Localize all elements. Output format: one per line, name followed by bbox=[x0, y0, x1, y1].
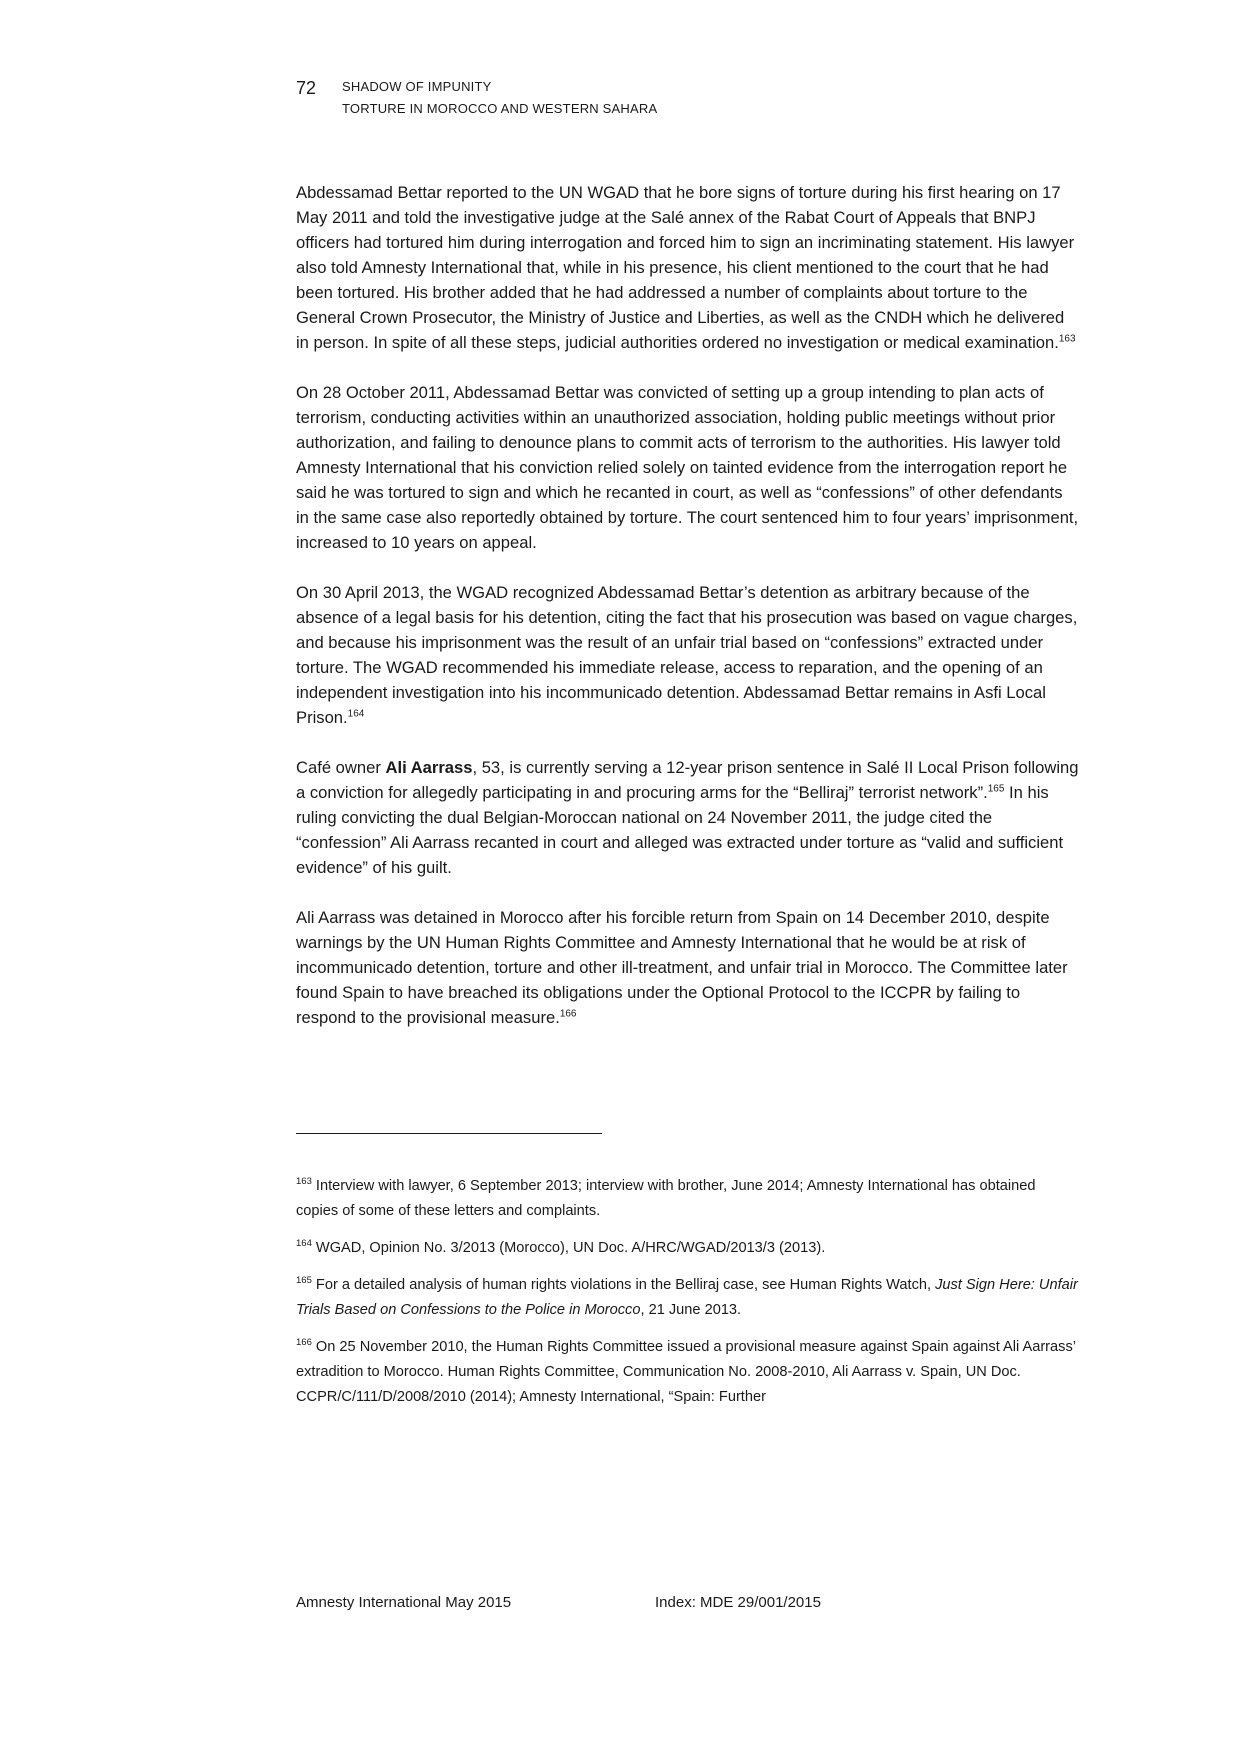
paragraph-4 bbox=[296, 755, 1080, 880]
footnote-text: Interview with lawyer, 6 September 2013; interview with brother, June 2014; Amnesty International has obtained copies of some of these letters and complaints. bbox=[296, 1178, 1036, 1219]
header-title-line-2: TORTURE IN MOROCCO AND WESTERN SAHARA bbox=[342, 101, 658, 116]
footer-index: Index: MDE 29/001/2015 bbox=[655, 1594, 821, 1611]
footnote-ref-166[interactable]: 166 bbox=[559, 1008, 577, 1020]
footnote-164 bbox=[296, 1236, 1080, 1261]
paragraph-text: Ali Aarrass was detained in Morocco after his forcible return from Spain on 14 December 2010, despite warnings by the UN Human Rights Committee and Amnesty International that he would be at risk of incommunicado detention, torture and other ill-treatment, and unfair trial in Morocco. The Committee later found Spain to have breached its obligations under the Optional Protocol to the ICCPR by failing to respond to the provisional measure. bbox=[296, 908, 1068, 1027]
footnote-165 bbox=[296, 1273, 1080, 1323]
header-title-line-1: SHADOW OF IMPUNITY bbox=[342, 79, 492, 94]
page-number: 72 bbox=[296, 78, 317, 98]
footnote-number: 164 bbox=[296, 1238, 312, 1250]
paragraph-text: Abdessamad Bettar reported to the UN WGAD that he bore signs of torture during his first hearing on 17 May 2011 and told the investigative judge at the Salé annex of the Rabat Court of Appeals that BNPJ officers had tortured him during interrogation and forced him to sign an incriminating statement. His lawyer also told Amnesty International that, while in his presence, his client mentioned to the court that he had been tortured. His brother added that he had addressed a number of complaints about torture to the General Crown Prosecutor, the Ministry of Justice and Liberties, as well as the CNDH which he delivered in person. In spite of all these steps, judicial authorities ordered no investigation or medical examination. bbox=[296, 183, 1075, 352]
paragraph-text: , 53, is currently serving a 12-year prison sentence in Salé II Local Prison following a conviction for allegedly participating in and procuring arms for the “Belliraj” terrorist network”. bbox=[296, 758, 1079, 802]
paragraph-text: On 28 October 2011, Abdessamad Bettar was convicted of setting up a group intending to plan acts of terrorism, conducting activities within an unauthorized association, holding public meetings without prior authorization, and failing to denounce plans to commit acts of terrorism to the authorities. His lawyer told Amnesty International that his conviction relied solely on tainted evidence from the interrogation report he said he was tortured to sign and which he recanted in court, as well as “confessions” of other defendants in the same case also reportedly obtained by torture. The court sentenced him to four years’ imprisonment, increased to 10 years on appeal. bbox=[296, 383, 1079, 552]
footnote-163 bbox=[296, 1174, 1080, 1224]
paragraph-5 bbox=[296, 905, 1080, 1030]
paragraph-text: On 30 April 2013, the WGAD recognized Abdessamad Bettar’s detention as arbitrary because of the absence of a legal basis for his detention, citing the fact that his prosecution was based on vague charges, and because his imprisonment was the result of an unfair trial based on “confessions” extracted under torture. The WGAD recommended his immediate release, access to reparation, and the opening of an independent investigation into his incommunicado detention. Abdessamad Bettar remains in Asfi Local Prison. bbox=[296, 583, 1078, 727]
footnote-text-end: , 21 June 2013. bbox=[640, 1302, 742, 1318]
footnote-italic-title: Just Sign Here: Unfair Trials Based on Confessions to the Police in Morocco bbox=[296, 1277, 1078, 1318]
person-name-bold: Ali Aarrass bbox=[385, 758, 473, 777]
footnote-ref-163[interactable]: 163 bbox=[1058, 333, 1076, 345]
footnote-text: For a detailed analysis of human rights violations in the Belliraj case, see Human Rights Watch, bbox=[311, 1277, 936, 1293]
footnote-166 bbox=[296, 1335, 1080, 1410]
footnote-text: WGAD, Opinion No. 3/2013 (Morocco), UN Doc. A/HRC/WGAD/2013/3 (2013). bbox=[311, 1240, 826, 1256]
footer-publisher: Amnesty International May 2015 bbox=[296, 1594, 512, 1611]
header-title bbox=[342, 76, 657, 120]
footnote-text: On 25 November 2010, the Human Rights Committee issued a provisional measure against Spain against Ali Aarrass’ extradition to Morocco. Human Rights Committee, Communication No. 2008-2010, Ali Aarrass v. Spain, UN Doc. CCPR/C/111/D/2008/2010 (2014); Amnesty International, “Spain: Further bbox=[296, 1339, 1076, 1405]
paragraph-2 bbox=[296, 380, 1080, 555]
paragraph-3 bbox=[296, 580, 1080, 730]
footnotes bbox=[296, 1174, 1080, 1422]
paragraph-lead: Café owner bbox=[296, 758, 386, 777]
paragraph-text-continued: In his ruling convicting the dual Belgian-Moroccan national on 24 November 2011, the judge cited the “confession” Ali Aarrass recanted in court and alleged was extracted under torture as “valid and sufficient evidence” of his guilt. bbox=[296, 783, 1064, 877]
footnote-divider bbox=[296, 1133, 602, 1134]
footnote-ref-165[interactable]: 165 bbox=[987, 783, 1005, 795]
footnote-number: 165 bbox=[296, 1275, 312, 1287]
footnote-number: 163 bbox=[296, 1176, 312, 1188]
paragraph-1 bbox=[296, 180, 1080, 355]
footnote-ref-164[interactable]: 164 bbox=[347, 708, 365, 720]
footnote-number: 166 bbox=[296, 1337, 312, 1349]
body-text bbox=[296, 180, 1080, 1055]
